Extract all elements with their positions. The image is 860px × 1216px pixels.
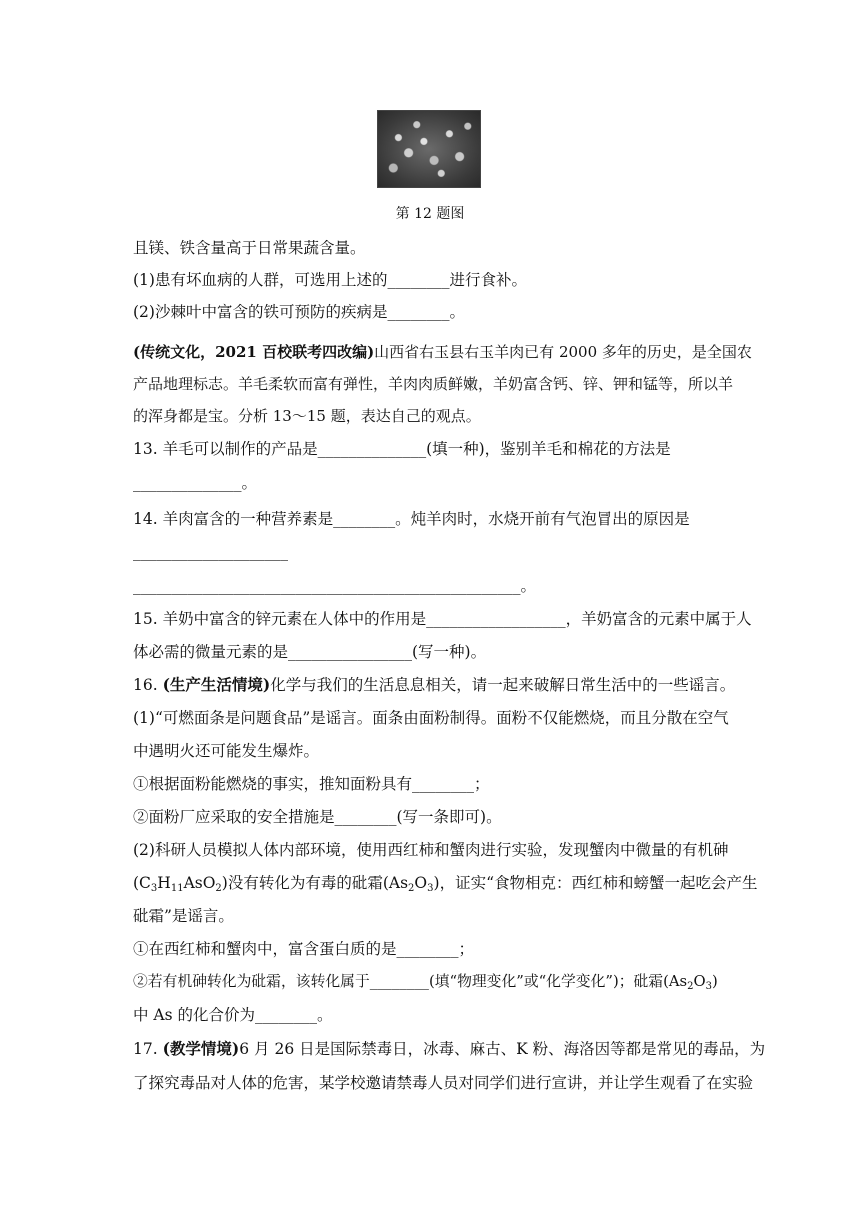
formula-part: ) xyxy=(712,973,718,990)
formula-part: (C xyxy=(133,874,151,892)
question-14: 14. 羊肉富含的一种营养素是________。炖羊肉时，水烧开前有气泡冒出的原因是 xyxy=(133,510,690,528)
question-16 xyxy=(133,674,735,696)
formula-subscript: 2 xyxy=(408,883,415,894)
question-number: 17. xyxy=(133,1040,163,1058)
question-12-1: (1)患有坏血病的人群，可选用上述的________进行食补。 xyxy=(133,271,527,289)
chemical-formula-line xyxy=(133,872,758,894)
formula-part: )，证实“食物相克：西红柿和螃蟹一起吃会产生 xyxy=(433,874,758,892)
question-17 xyxy=(133,1038,765,1060)
passage-line: 的浑身都是宝。分析 13～15 题，表达自己的观点。 xyxy=(133,407,481,425)
formula-subscript: 3 xyxy=(150,883,158,894)
answer-blank: ____________________ xyxy=(133,543,288,561)
question-16-1-a: ①根据面粉能燃烧的事实，推知面粉具有________； xyxy=(133,775,490,793)
formula-subscript: 11 xyxy=(170,883,184,894)
question-12-2: (2)沙棘叶中富含的铁可预防的疾病是________。 xyxy=(133,303,465,321)
question-13: 13. 羊毛可以制作的产品是______________(填一种)，鉴别羊毛和棉花的方法是 xyxy=(133,440,671,458)
answer-blank: __________________________________________________。 xyxy=(133,577,537,595)
passage-intro-line xyxy=(133,341,752,363)
passage-text: 山西省右玉县右玉羊肉已有 2000 多年的历史，是全国农 xyxy=(374,343,752,361)
formula-subscript: 3 xyxy=(427,883,434,894)
context-tag: (生产生活情境) xyxy=(162,675,271,694)
question-16-2-b xyxy=(133,971,718,993)
context-tag: (教学情境) xyxy=(162,1039,240,1058)
question-13-cont: ______________。 xyxy=(133,474,258,492)
passage-line: 产品地理标志。羊毛柔软而富有弹性，羊肉肉质鲜嫩，羊奶富含钙、锌、钾和锰等，所以羊 xyxy=(133,375,734,393)
question-15: 15. 羊奶中富含的锌元素在人体中的作用是__________________，羊奶富含的元素中属于人 xyxy=(133,610,752,628)
formula-subscript: 2 xyxy=(687,981,694,992)
question-17-cont: 了探究毒品对人体的危害，某学校邀请禁毒人员对同学们进行宣讲，并让学生观看了在实验 xyxy=(133,1074,754,1092)
passage-tag: (传统文化，2021 百校联考四改编) xyxy=(133,343,375,361)
question-15-cont: 体必需的微量元素的是________________(写一种)。 xyxy=(133,643,487,661)
formula-subscript: 3 xyxy=(705,981,713,992)
question-number: 16. xyxy=(133,676,163,694)
question-16-2-a: ①在西红柿和蟹肉中，富含蛋白质的是________； xyxy=(133,940,475,958)
question-16-1-cont: 中遇明火还可能发生爆炸。 xyxy=(133,742,320,760)
formula-part: )没有转化为有毒的砒霜(As xyxy=(221,874,409,892)
question-text: 化学与我们的生活息息相关，请一起来破解日常生活中的一些谣言。 xyxy=(270,676,736,694)
formula-part: O xyxy=(693,973,706,990)
formula-part: H xyxy=(157,874,171,892)
formula-part: AsO xyxy=(183,874,216,892)
formula-subscript: 2 xyxy=(215,883,222,894)
question-16-1: (1)“可燃面条是问题食品”是谣言。面条由面粉制得。面粉不仅能燃烧，而且分散在空气 xyxy=(133,709,729,727)
question-16-1-b: ②面粉厂应采取的安全措施是________(写一条即可)。 xyxy=(133,808,502,826)
sea-buckthorn-photo xyxy=(377,110,481,188)
question-16-2: (2)科研人员模拟人体内部环境，使用西红柿和蟹肉进行实验，发现蟹肉中微量的有机砷 xyxy=(133,841,729,859)
question-16-2-cont: 砒霜”是谣言。 xyxy=(133,907,234,925)
text-line: 且镁、铁含量高于日常果蔬含量。 xyxy=(133,239,366,257)
formula-part: O xyxy=(414,874,428,892)
question-16-2-b-cont: 中 As 的化合价为________。 xyxy=(133,1006,333,1024)
question-text: 6 月 26 日是国际禁毒日，冰毒、麻古、K 粉、海洛因等都是常见的毒品，为 xyxy=(239,1040,766,1058)
question-text: ②若有机砷转化为砒霜，该转化属于________(填“物理变化”或“化学变化”)；砒霜(As xyxy=(133,973,688,990)
figure-caption: 第 12 题图 xyxy=(395,206,465,222)
